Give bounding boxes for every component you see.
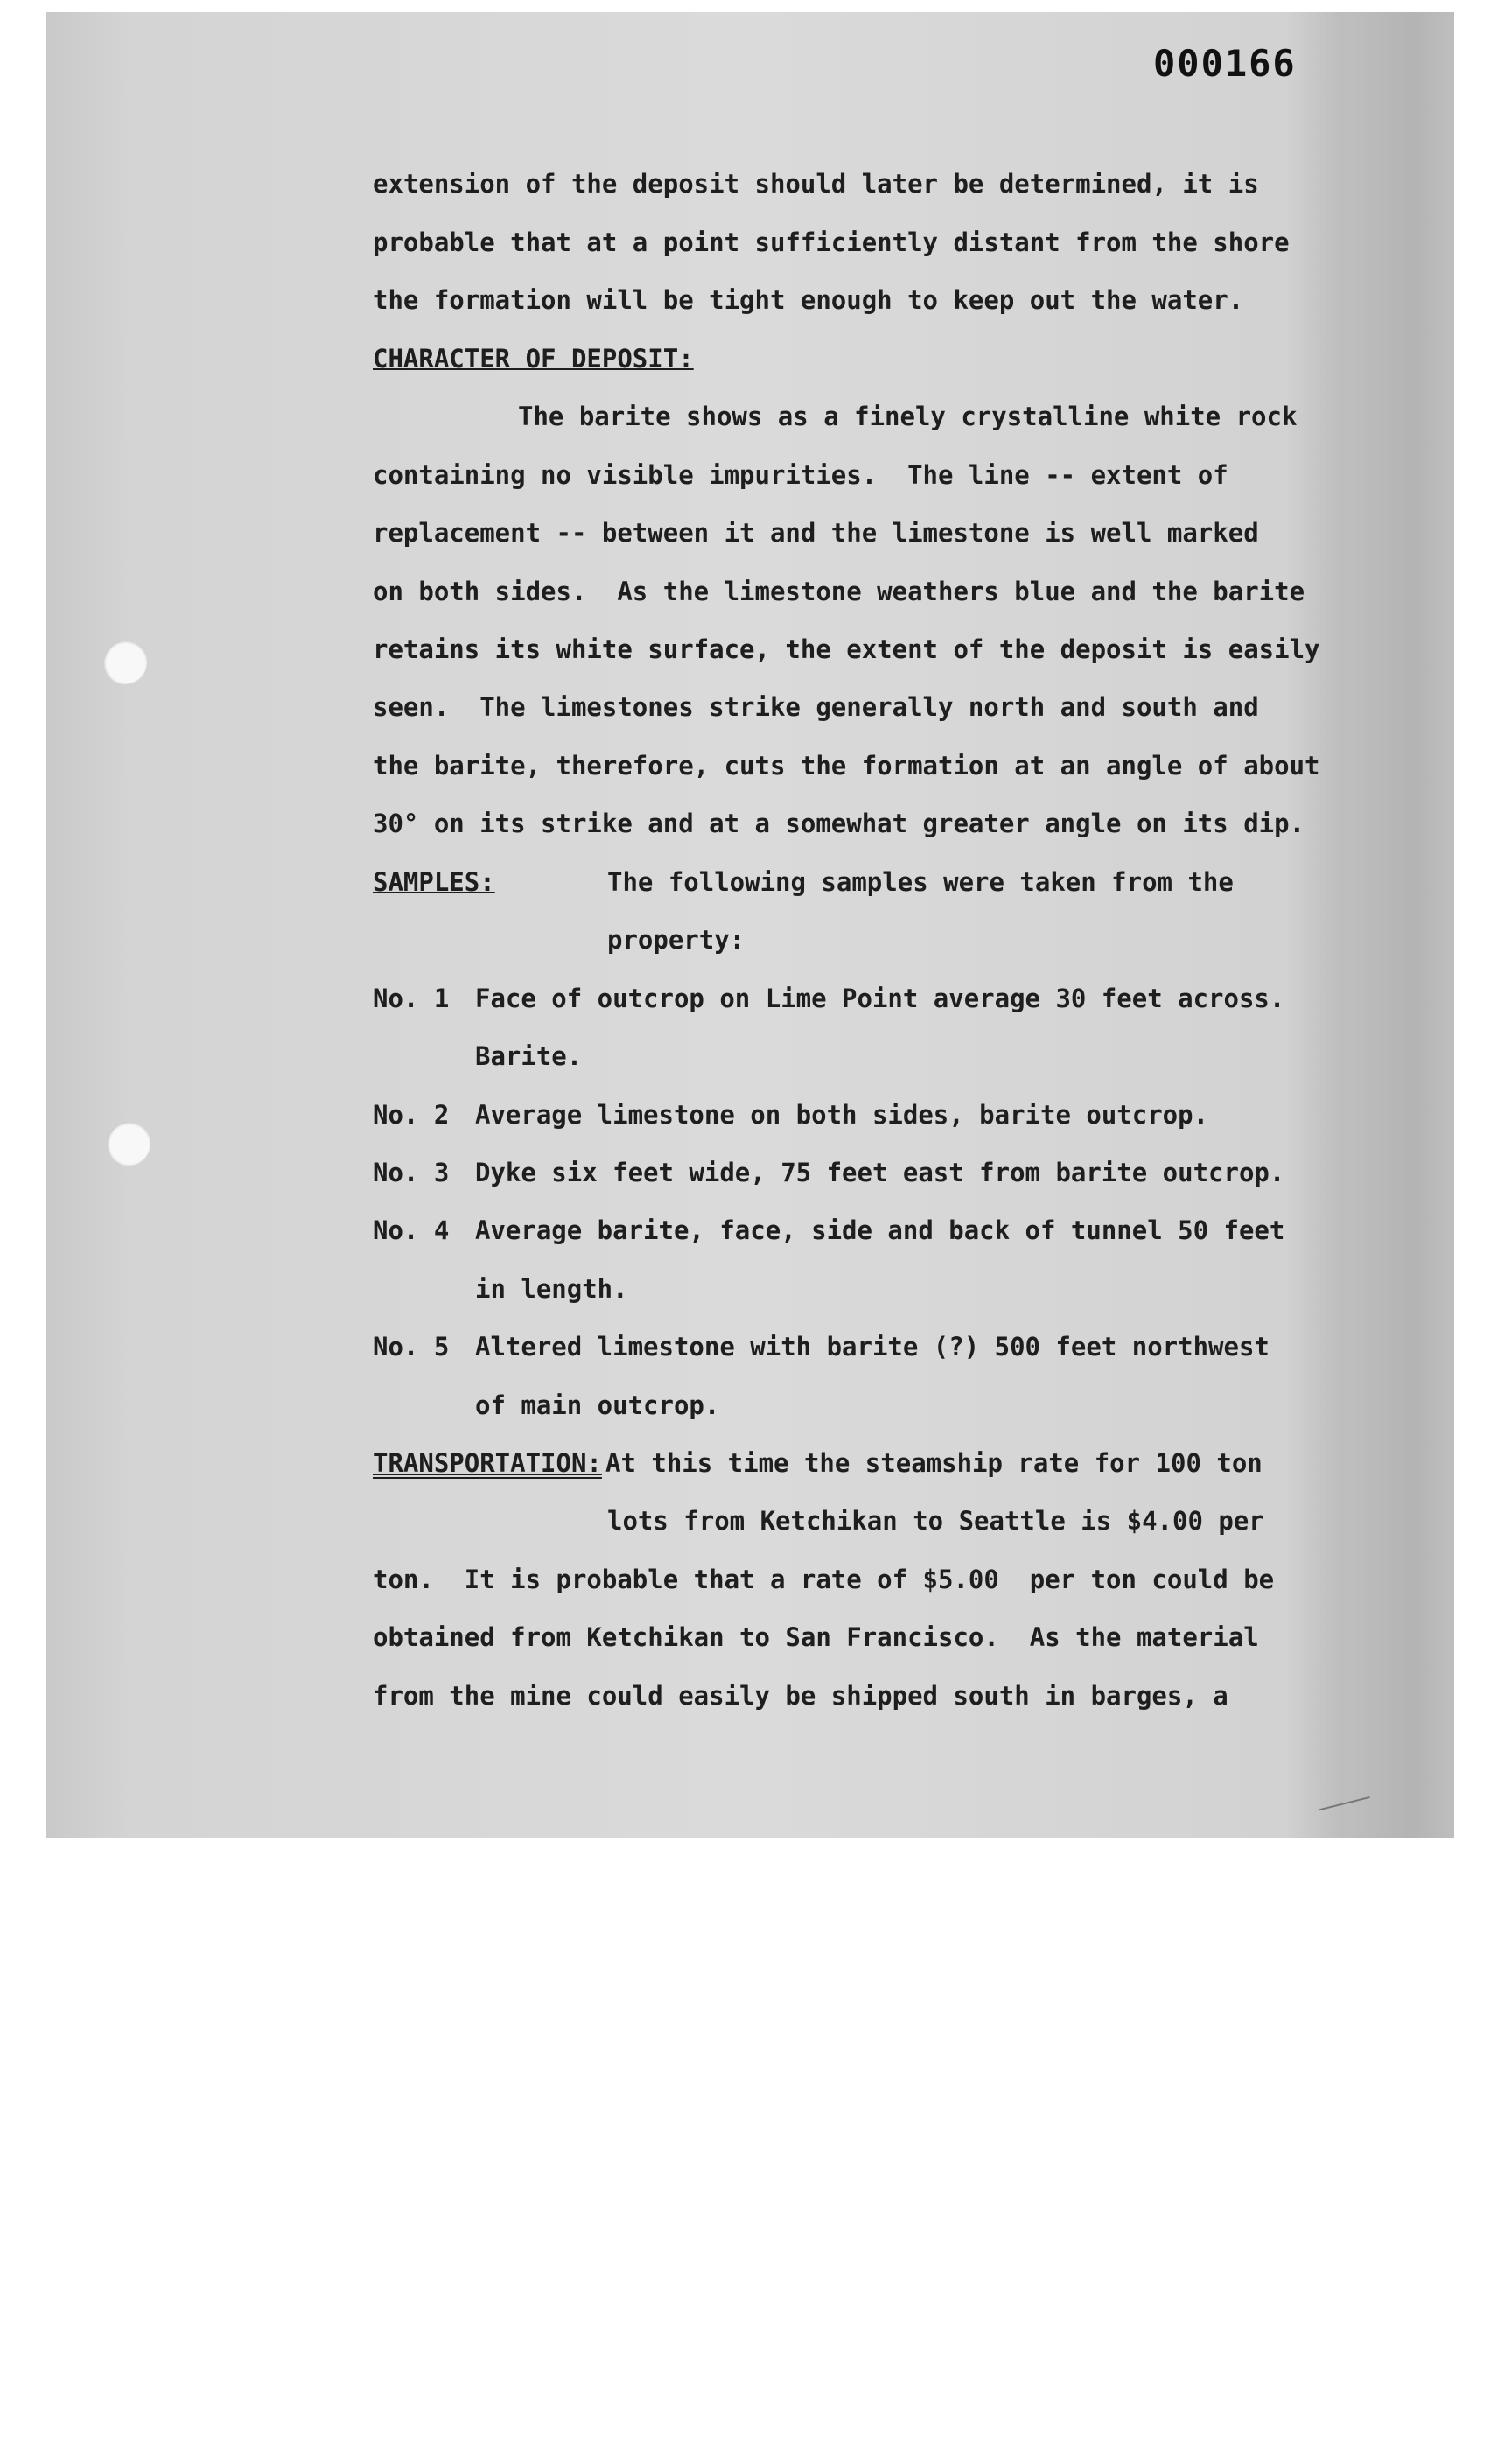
body-line: At this time the steamship rate for 100 ton bbox=[606, 1448, 1263, 1478]
body-line: lots from Ketchikan to Seattle is $4.00 per bbox=[607, 1506, 1264, 1536]
body-line: the barite, therefore, cuts the formation at an angle of about bbox=[373, 751, 1320, 780]
section-heading-character: CHARACTER OF DEPOSIT: bbox=[373, 344, 694, 374]
samples-intro: The following samples were taken from the bbox=[607, 867, 1234, 897]
body-line: retains its white surface, the extent of the deposit is easily bbox=[373, 634, 1320, 664]
page-shadow-edge bbox=[1349, 12, 1454, 1838]
body-line: ton. It is probable that a rate of $5.00 per ton could be bbox=[373, 1564, 1275, 1594]
body-line: replacement -- between it and the limestone is well marked bbox=[373, 518, 1259, 548]
sample-description: Barite. bbox=[475, 1041, 583, 1071]
samples-intro: property: bbox=[607, 925, 746, 955]
body-line: probable that at a point sufficiently distant from the shore bbox=[373, 228, 1290, 257]
sample-number: No. 5 bbox=[373, 1332, 450, 1362]
sample-description: of main outcrop. bbox=[475, 1390, 720, 1420]
punch-hole-upper bbox=[103, 640, 147, 684]
page-number: 000166 bbox=[1153, 42, 1297, 85]
punch-hole-lower bbox=[107, 1122, 150, 1166]
sample-number: No. 3 bbox=[373, 1158, 450, 1187]
sample-description: Average limestone on both sides, barite outcrop. bbox=[475, 1100, 1209, 1130]
body-line: 30° on its strike and at a somewhat greater angle on its dip. bbox=[373, 808, 1306, 838]
sample-number: No. 2 bbox=[373, 1100, 450, 1130]
body-line: on both sides. As the limestone weathers blue and the barite bbox=[373, 577, 1306, 606]
section-heading-transportation: TRANSPORTATION: bbox=[373, 1448, 602, 1478]
body-line: seen. The limestones strike generally north and south and bbox=[373, 692, 1259, 722]
body-line: The barite shows as a finely crystalline white rock bbox=[518, 402, 1298, 431]
section-heading-samples: SAMPLES: bbox=[373, 867, 495, 897]
sample-number: No. 4 bbox=[373, 1215, 450, 1245]
body-line: the formation will be tight enough to keep out the water. bbox=[373, 285, 1244, 315]
sample-description: Average barite, face, side and back of tunnel 50 feet bbox=[475, 1215, 1285, 1245]
sample-number: No. 1 bbox=[373, 984, 450, 1013]
sample-description: Dyke six feet wide, 75 feet east from barite outcrop. bbox=[475, 1158, 1285, 1187]
sample-description: Altered limestone with barite (?) 500 feet northwest bbox=[475, 1332, 1270, 1362]
sample-description: Face of outcrop on Lime Point average 30 feet across. bbox=[475, 984, 1285, 1013]
body-line: obtained from Ketchikan to San Francisco. As the material bbox=[373, 1622, 1259, 1652]
body-line: extension of the deposit should later be determined, it is bbox=[373, 169, 1259, 199]
sample-description: in length. bbox=[475, 1274, 628, 1304]
body-line: containing no visible impurities. The line -- extent of bbox=[373, 460, 1228, 490]
body-line: from the mine could easily be shipped south in barges, a bbox=[373, 1681, 1228, 1711]
